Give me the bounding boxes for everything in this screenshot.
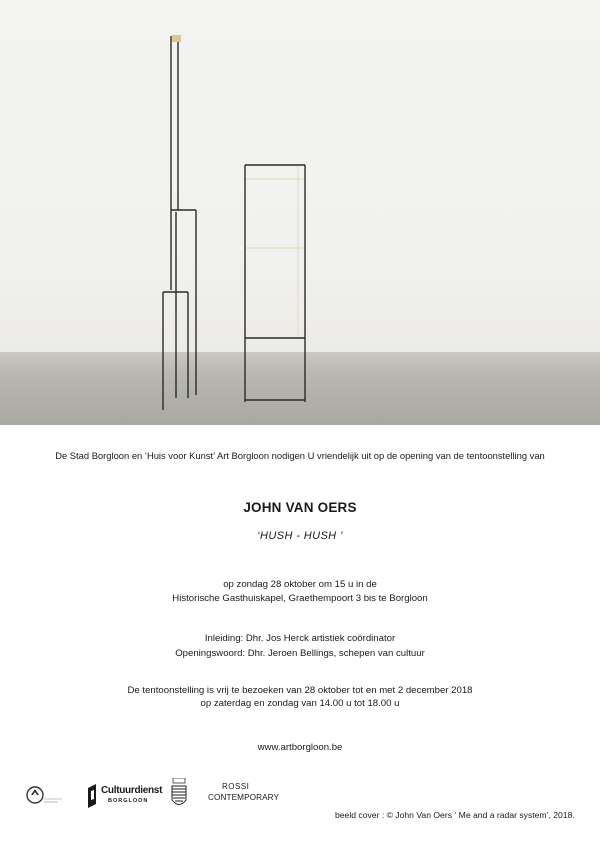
- art-borgloon-logo: [26, 782, 64, 808]
- cultuurdienst-emblem-icon: [86, 784, 100, 808]
- intro-text: De Stad Borgloon en ‘Huis voor Kunst’ Art Borgloon nodigen U vriendelijk uit op de opening van de tentoonstelling van: [55, 450, 545, 461]
- exhibition-dates: De tentoonstelling is vrij te bezoeken van 28 oktober tot en met 2 december 2018: [127, 685, 473, 696]
- cultuurdienst-logo: [86, 782, 164, 810]
- gallery-line2: CONTEMPORARY: [208, 793, 280, 802]
- gallery-line1: ROSSI: [222, 782, 250, 791]
- exhibition-title: ‘HUSH - HUSH ’: [257, 530, 343, 542]
- cultuurdienst-city: BORGLOON: [108, 798, 149, 804]
- rossi-contemporary-logo: [208, 780, 280, 808]
- borgloon-crest-logo: [170, 778, 188, 810]
- speaker-intro: Inleiding: Dhr. Jos Herck artistiek coördinator: [204, 633, 396, 644]
- image-credit: beeld cover : © John Van Oers ‘ Me and a radar system’, 2018.: [335, 810, 575, 820]
- cultuurdienst-name: Cultuurdienst: [101, 785, 163, 796]
- exhibition-hours: op zaterdag en zondag van 14.00 u tot 18.00 u: [200, 698, 400, 709]
- sponsor-logos: [0, 778, 600, 828]
- website-link[interactable]: www.artborgloon.be: [257, 742, 343, 753]
- speaker-opening: Openingswoord: Dhr. Jeroen Bellings, schepen van cultuur: [175, 648, 425, 659]
- artist-name: JOHN VAN OERS: [243, 500, 357, 515]
- opening-location: Historische Gasthuiskapel, Graethempoort 3 bis te Borgloon: [172, 593, 428, 604]
- opening-date: op zondag 28 oktober om 15 u in de: [223, 579, 377, 590]
